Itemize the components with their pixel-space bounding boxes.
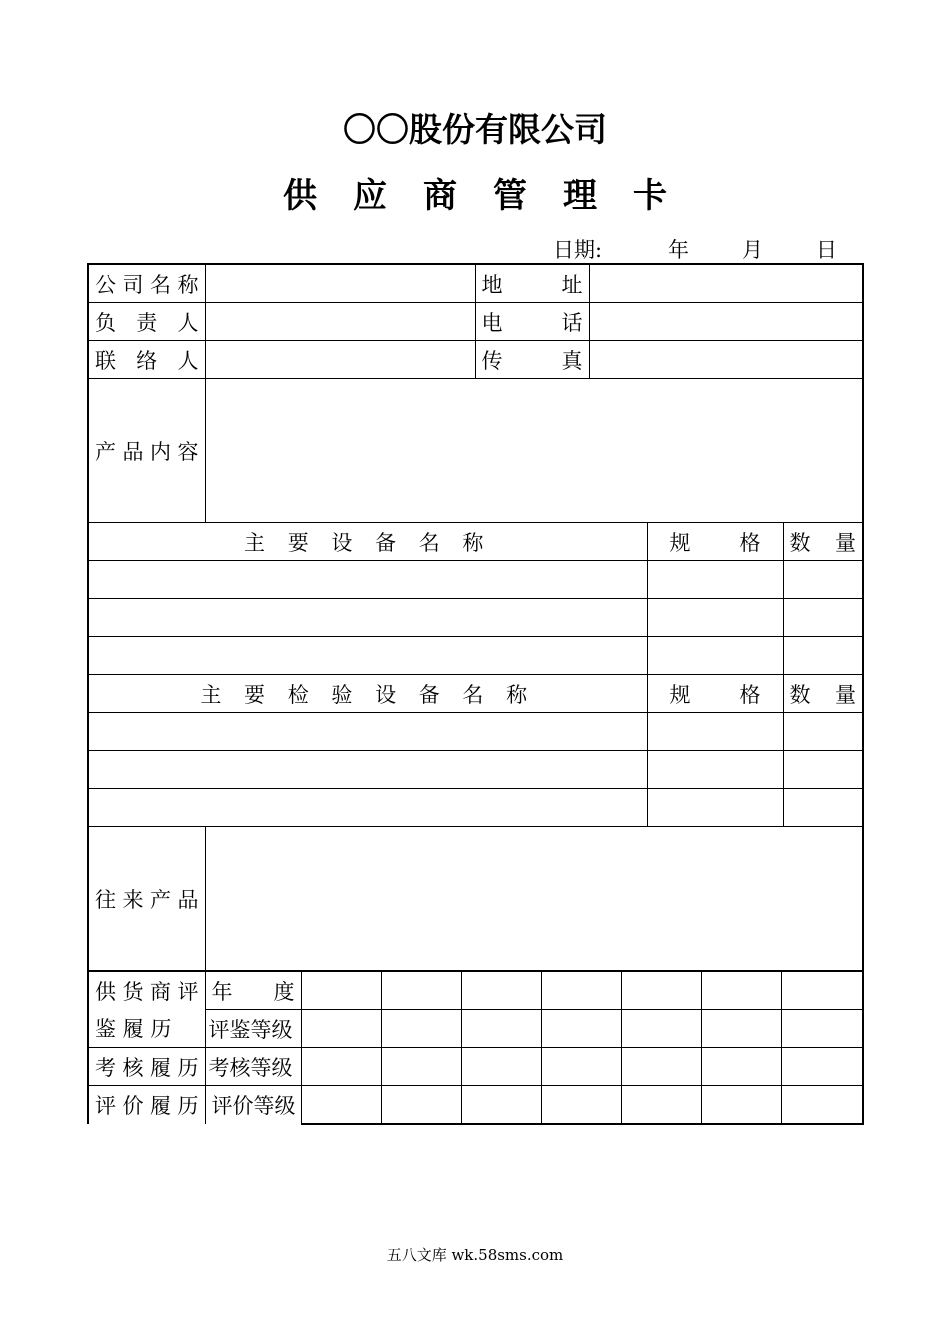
inspection-spec-cell[interactable] bbox=[647, 789, 783, 827]
review-grade-cell[interactable] bbox=[381, 1086, 461, 1125]
audit-grade-cell[interactable] bbox=[301, 1048, 381, 1086]
eval-grade-cell[interactable] bbox=[301, 1010, 381, 1048]
inspection-spec-header: 规 格 bbox=[647, 675, 783, 713]
inspection-qty-cell[interactable] bbox=[783, 713, 863, 751]
equipment-qty-cell[interactable] bbox=[783, 561, 863, 599]
date-year-label: 年 bbox=[668, 238, 689, 262]
eval-grade-cell[interactable] bbox=[541, 1010, 621, 1048]
eval-history-label-line2: 鉴 履 历 bbox=[88, 1010, 205, 1048]
year-cell[interactable] bbox=[621, 972, 701, 1010]
year-cell[interactable] bbox=[301, 972, 381, 1010]
audit-grade-cell[interactable] bbox=[541, 1048, 621, 1086]
review-history-label: 评 价 履 历 bbox=[88, 1086, 205, 1125]
equipment-qty-cell[interactable] bbox=[783, 599, 863, 637]
review-grade-cell[interactable] bbox=[541, 1086, 621, 1125]
equipment-spec-cell[interactable] bbox=[647, 561, 783, 599]
review-grade-cell[interactable] bbox=[701, 1086, 781, 1125]
audit-grade-cell[interactable] bbox=[781, 1048, 863, 1086]
review-grade-cell[interactable] bbox=[781, 1086, 863, 1125]
equipment-qty-cell[interactable] bbox=[783, 637, 863, 675]
eval-grade-cell[interactable] bbox=[461, 1010, 541, 1048]
fax-field[interactable] bbox=[589, 341, 863, 379]
past-products-field[interactable] bbox=[205, 827, 863, 971]
equipment-name-cell[interactable] bbox=[88, 599, 647, 637]
inspection-name-cell[interactable] bbox=[88, 713, 647, 751]
inspection-name-cell[interactable] bbox=[88, 751, 647, 789]
year-label: 年 度 bbox=[205, 972, 301, 1010]
contact-field[interactable] bbox=[205, 341, 475, 379]
equipment-spec-cell[interactable] bbox=[647, 637, 783, 675]
equipment-spec-cell[interactable] bbox=[647, 599, 783, 637]
manager-field[interactable] bbox=[205, 303, 475, 341]
inspection-spec-cell[interactable] bbox=[647, 713, 783, 751]
eval-grade-cell[interactable] bbox=[381, 1010, 461, 1048]
eval-grade-cell[interactable] bbox=[781, 1010, 863, 1048]
inspection-qty-header: 数 量 bbox=[783, 675, 863, 713]
year-cell[interactable] bbox=[781, 972, 863, 1010]
past-products-label: 往 来 产 品 bbox=[88, 827, 205, 971]
review-grade-cell[interactable] bbox=[621, 1086, 701, 1125]
card-title: 供应商管理卡 bbox=[283, 176, 703, 216]
footer-watermark: 五八文库 wk.58sms.com bbox=[386, 1246, 564, 1264]
audit-grade-cell[interactable] bbox=[621, 1048, 701, 1086]
date-month-label: 月 bbox=[742, 238, 763, 262]
equipment-spec-header: 规 格 bbox=[647, 523, 783, 561]
year-cell[interactable] bbox=[461, 972, 541, 1010]
year-cell[interactable] bbox=[381, 972, 461, 1010]
product-content-label: 产 品 内 容 bbox=[88, 379, 205, 523]
evaluation-grid bbox=[87, 971, 864, 1125]
company-name-label: 公 司 名 称 bbox=[88, 264, 205, 303]
inspection-name-cell[interactable] bbox=[88, 789, 647, 827]
audit-grade-label: 考核等级 bbox=[205, 1048, 301, 1086]
product-content-field[interactable] bbox=[205, 379, 863, 523]
audit-grade-cell[interactable] bbox=[461, 1048, 541, 1086]
inspection-qty-cell[interactable] bbox=[783, 751, 863, 789]
fax-label: 传 真 bbox=[475, 341, 589, 379]
audit-grade-cell[interactable] bbox=[381, 1048, 461, 1086]
inspection-spec-cell[interactable] bbox=[647, 751, 783, 789]
audit-history-label: 考 核 履 历 bbox=[88, 1048, 205, 1086]
equipment-name-cell[interactable] bbox=[88, 561, 647, 599]
contact-label: 联 络 人 bbox=[88, 341, 205, 379]
audit-grade-cell[interactable] bbox=[701, 1048, 781, 1086]
eval-grade-label: 评鉴等级 bbox=[205, 1010, 301, 1048]
date-day-label: 日 bbox=[816, 238, 837, 262]
company-title: 〇〇股份有限公司 bbox=[343, 110, 607, 149]
phone-field[interactable] bbox=[589, 303, 863, 341]
equipment-qty-header: 数 量 bbox=[783, 523, 863, 561]
equipment-name-cell[interactable] bbox=[88, 637, 647, 675]
review-grade-label: 评价等级 bbox=[205, 1086, 301, 1125]
phone-label: 电 话 bbox=[475, 303, 589, 341]
eval-history-label: 供 货 商 评 bbox=[88, 972, 205, 1010]
year-cell[interactable] bbox=[701, 972, 781, 1010]
inspection-qty-cell[interactable] bbox=[783, 789, 863, 827]
inspection-header: 主 要 检 验 设 备 名 称 bbox=[88, 675, 647, 713]
company-name-field[interactable] bbox=[205, 264, 475, 303]
date-label: 日期: bbox=[553, 238, 603, 262]
year-cell[interactable] bbox=[541, 972, 621, 1010]
review-grade-cell[interactable] bbox=[301, 1086, 381, 1125]
supplier-form bbox=[87, 263, 864, 971]
manager-label: 负 责 人 bbox=[88, 303, 205, 341]
eval-grade-cell[interactable] bbox=[701, 1010, 781, 1048]
eval-grade-cell[interactable] bbox=[621, 1010, 701, 1048]
address-field[interactable] bbox=[589, 264, 863, 303]
review-grade-cell[interactable] bbox=[461, 1086, 541, 1125]
address-label: 地 址 bbox=[475, 264, 589, 303]
equipment-header: 主 要 设 备 名 称 bbox=[88, 523, 647, 561]
